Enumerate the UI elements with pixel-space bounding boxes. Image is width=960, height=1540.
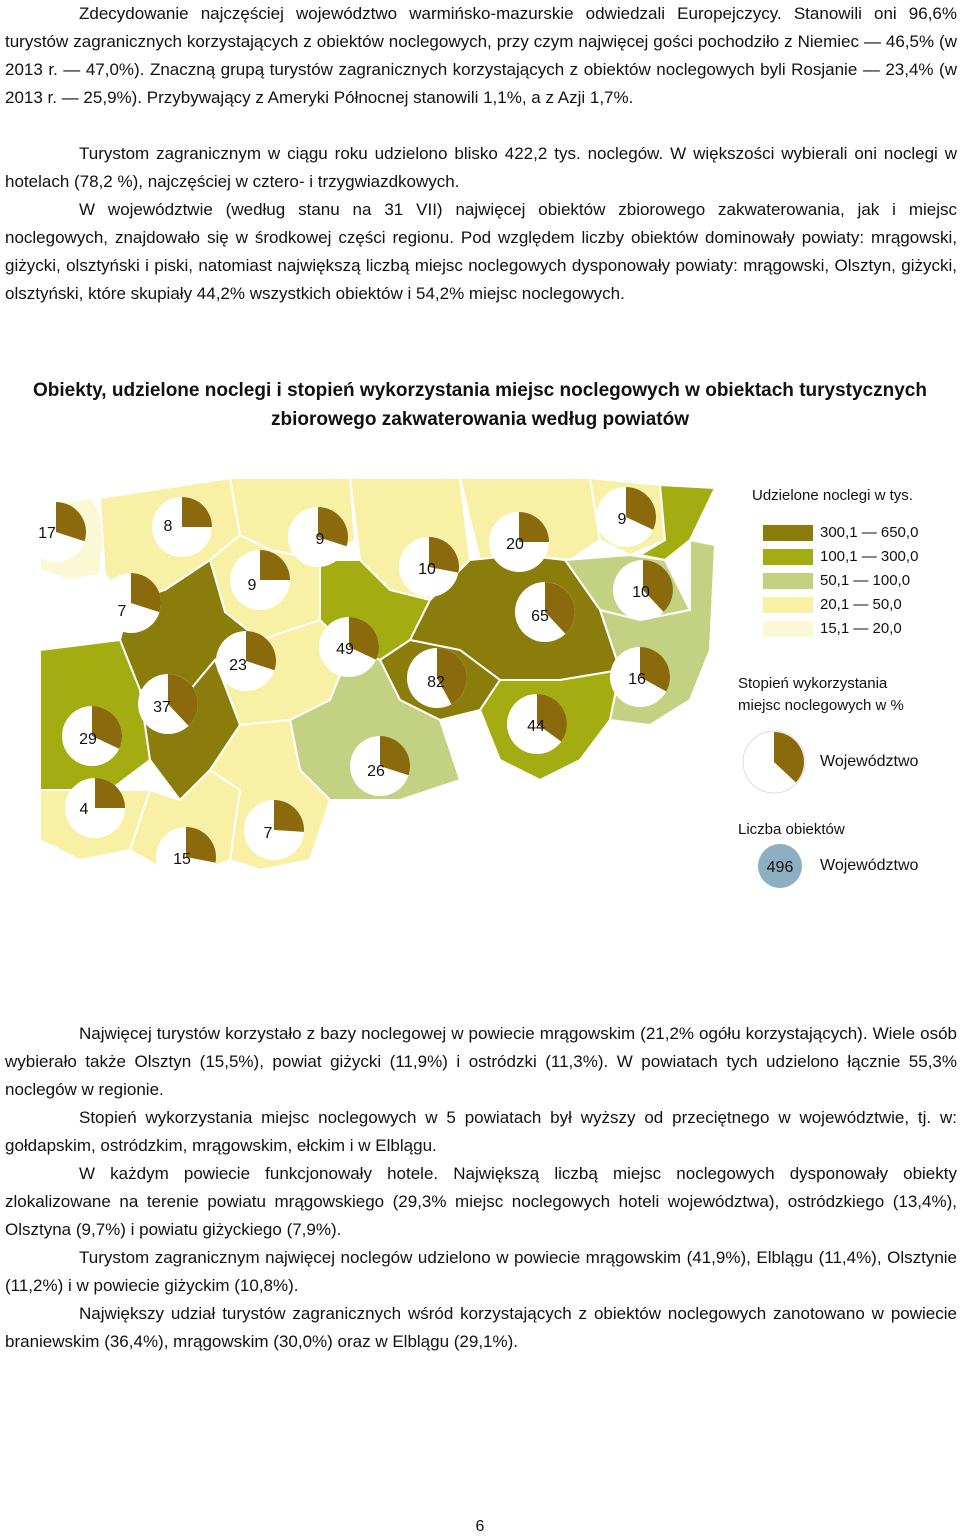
- legend-objects-title: Liczba obiektów: [738, 821, 845, 838]
- district-pie: [230, 550, 290, 610]
- district-objects-count: 16: [628, 671, 646, 688]
- district-pie: [216, 631, 276, 691]
- district-pie: [65, 778, 125, 838]
- district-objects-count: 4: [79, 801, 89, 818]
- paragraph-hotels: W każdym powiecie funkcjonowały hotele. Największą liczbą miejsc noclegowych dysponowały obiekty zlokalizowane na terenie powiatu mrągowskiego (29,3% miejsc noclegowych hoteli województwa), ostródzkiego (13,4%), Olsztyna (9,7%) i powiatu giżyckiego (7,9%).: [5, 1164, 957, 1239]
- paragraph-accommodation-structure: W województwie (według stanu na 31 VII) najwięcej obiektów zbiorowego zakwaterowania, jak i miejsc noclegowych, znajdowało się w środkowej części regionu. Pod względem liczby obiektów dominowały powiaty: mrągowski, giżycki, olsztyński i piski, natomiast największą liczbą miejsc noclegowych dysponowały powiaty: mrągowski, Olsztyn, giżycki, olsztyński, które skupiały 44,2% wszystkich obiektów i 54,2% miejsc noclegowych.: [5, 200, 957, 303]
- legend-objects-value: 496: [766, 859, 794, 876]
- district-pie: [319, 617, 379, 677]
- district-pie: [288, 507, 348, 567]
- legend-utilization-label: Województwo: [820, 753, 919, 770]
- paragraph-foreign-share: Największy udział turystów zagranicznych wśród korzystających z obiektów noclegowych zanotowano w powiecie braniewskim (36,4%), mrągowskim (30,0%) oraz w Elblągu (29,1%).: [5, 1304, 957, 1351]
- district-pie: [156, 827, 216, 887]
- legend-objects-circle: [758, 844, 802, 888]
- paragraph-foreign-nights: Turystom zagranicznym w ciągu roku udzielono blisko 422,2 tys. noclegów. W większości wybierali oni noclegi w hotelach (78,2 %), najczęściej w cztero- i trzygwiazdkowych.: [5, 144, 957, 191]
- district-objects-count: 26: [367, 763, 385, 780]
- page-number: 6: [475, 1518, 485, 1535]
- district-pie: [62, 706, 122, 766]
- legend-class-label: 20,1 — 50,0: [820, 596, 902, 613]
- district-objects-count: 29: [79, 731, 97, 748]
- legend-utilization-title-2: miejsc noclegowych w %: [738, 697, 904, 714]
- district-pie: [244, 800, 304, 860]
- paragraph-foreign-nights-districts: Turystom zagranicznym najwięcej noclegów udzielono w powiecie mrągowskim (41,9%), Elblągu (11,4%), Olsztynie (11,2%) i w powiecie giżyckim (10,8%).: [5, 1248, 957, 1295]
- legend-utilization-pie: [743, 731, 805, 793]
- map-title: Obiekty, udzielone noclegi i stopień wykorzystania miejsc noclegowych w obiektach turystycznych zbiorowego zakwaterowania według powiatów: [33, 380, 927, 430]
- district-pie: [26, 502, 86, 562]
- legend-objects-label: Województwo: [820, 857, 919, 874]
- paragraph-most-tourists: Najwięcej turystów korzystało z bazy noclegowej w powiecie mrągowskim (21,2% ogółu korzystających). Wiele osób wybierało także Olsztyn (15,5%), powiat giżycki (11,9%) i ostródzki (11,3%). W powiatach tych udzielono łącznie 55,3% noclegów w regionie.: [5, 1024, 957, 1099]
- district-objects-count: 9: [315, 531, 325, 548]
- legend-class-label: 300,1 — 650,0: [820, 524, 919, 541]
- district-pie: [613, 560, 673, 620]
- district-objects-count: 44: [527, 718, 545, 735]
- district-objects-count: 10: [418, 561, 436, 578]
- legend-utilization-title-1: Stopień wykorzystania: [738, 675, 888, 692]
- district-pie: [350, 736, 410, 796]
- district-objects-count: 7: [263, 825, 273, 842]
- district-objects-count: 15: [173, 851, 191, 868]
- legend-class-label: 50,1 — 100,0: [820, 572, 911, 589]
- legend-nights-title: Udzielone noclegi w tys.: [752, 487, 913, 504]
- legend-class-label: 100,1 — 300,0: [820, 548, 919, 565]
- district-objects-count: 82: [427, 674, 445, 691]
- district-pie: [101, 573, 161, 633]
- paragraph-foreign-tourists: Zdecydowanie najczęściej województwo warmińsko-mazurskie odwiedzali Europejczycy. Stanowili oni 96,6% turystów zagranicznych korzystających z obiektów noclegowych, przy czym najwięcej gości pochodziło z Niemiec — 46,5% (w 2013 r. — 47,0%). Znaczną grupą turystów zagranicznych korzystających z obiektów noclegowych byli Rosjanie — 23,4% (w 2013 r. — 25,9%). Przybywający z Ameryki Północnej stanowili 1,1%, a z Azji 1,7%.: [5, 4, 957, 107]
- district-objects-count: 23: [229, 657, 247, 674]
- paragraph-utilization: Stopień wykorzystania miejsc noclegowych w 5 powiatach był wyższy od przeciętnego w województwie, tj. w: gołdapskim, ostródzkim, mrągowskim, ełckim i w Elblągu.: [5, 1108, 957, 1155]
- district-objects-count: 49: [336, 641, 354, 658]
- district-objects-count: 20: [506, 536, 524, 553]
- district-objects-count: 7: [117, 603, 127, 620]
- district-objects-count: 37: [153, 699, 171, 716]
- district-pie: [489, 512, 549, 572]
- district-objects-count: 17: [38, 525, 56, 542]
- legend-color-swatch: [763, 549, 813, 565]
- district-pie: [399, 537, 459, 597]
- legend-color-swatch: [763, 525, 813, 541]
- district-pie: [152, 497, 212, 557]
- district-objects-count: 10: [632, 584, 650, 601]
- district-pie: [407, 648, 467, 708]
- district-pie: [138, 674, 198, 734]
- district-pie: [596, 487, 656, 547]
- district-objects-count: 8: [163, 518, 173, 535]
- district-pie: [610, 647, 670, 707]
- district-objects-count: 65: [531, 608, 549, 625]
- district-objects-count: 9: [617, 511, 627, 528]
- district-pie: [515, 582, 575, 642]
- legend-color-swatch: [763, 573, 813, 589]
- legend-class-label: 15,1 — 20,0: [820, 620, 902, 637]
- district-pie: [507, 694, 567, 754]
- legend-color-swatch: [763, 621, 813, 637]
- legend-color-swatch: [763, 597, 813, 613]
- district-objects-count: 9: [247, 577, 257, 594]
